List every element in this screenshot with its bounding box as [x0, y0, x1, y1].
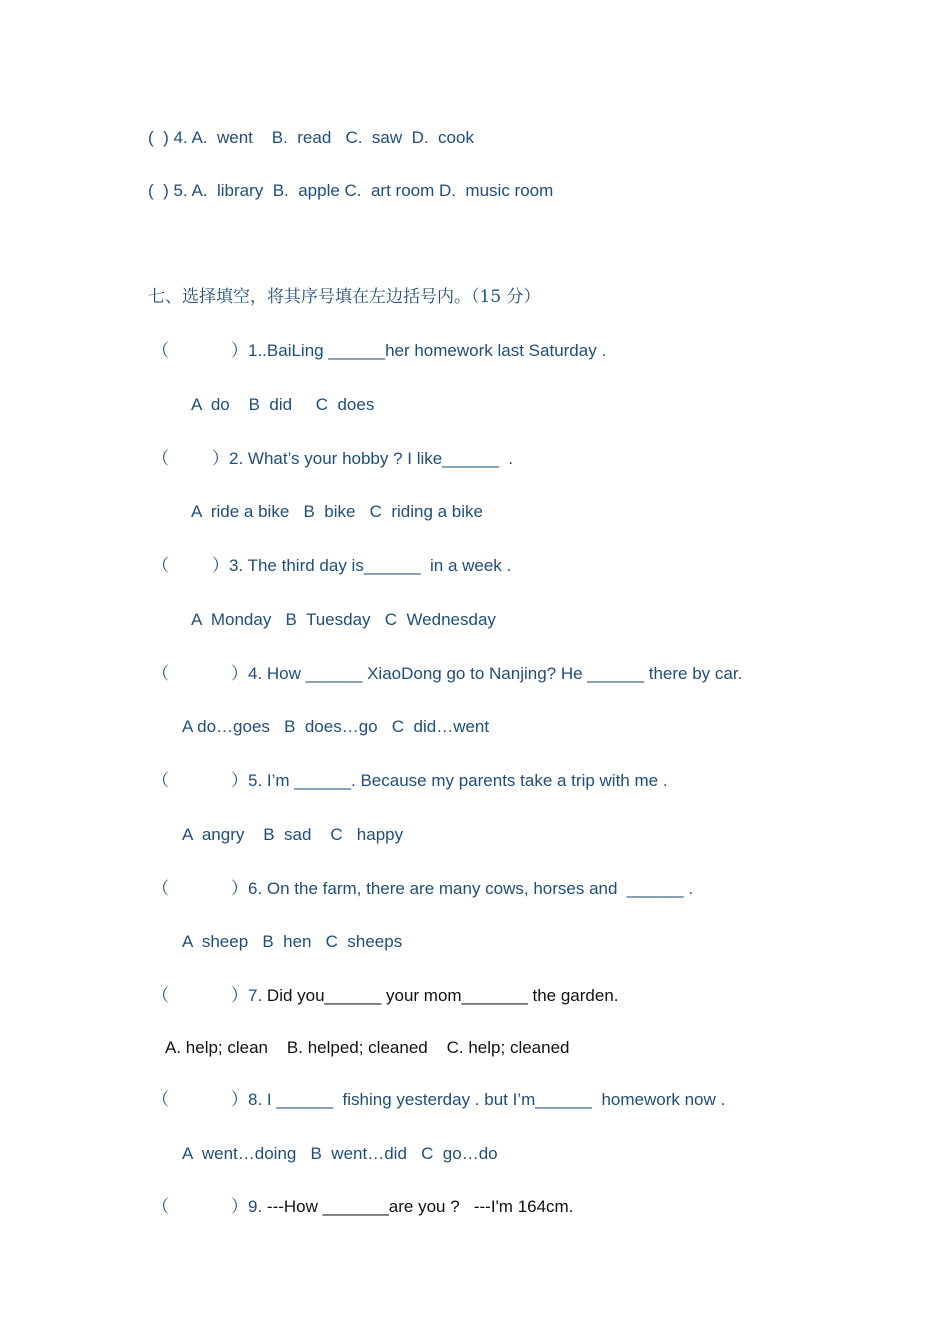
question-5-stem: 5. I’m ______. Because my parents take a trip with me .: [248, 771, 668, 790]
question-9-number: 9.: [248, 1197, 263, 1216]
answer-paren-close: ）: [231, 771, 248, 790]
answer-paren-open: （: [152, 1090, 169, 1109]
question-5-options: A angry B sad C happy: [182, 825, 404, 844]
question-1-stem: 1..BaiLing ______her homework last Saturday .: [248, 341, 607, 360]
answer-paren-close: ）: [212, 449, 229, 468]
question-1-options: A do B did C does: [191, 395, 375, 414]
question-7-stem: [248, 986, 619, 1006]
answer-paren-open: （: [152, 1197, 169, 1216]
question-6-options: A sheep B hen C sheeps: [182, 932, 403, 951]
answer-paren-open: （: [152, 449, 169, 468]
answer-paren-close: ）: [231, 341, 248, 360]
question-3-stem: 3. The third day is______ in a week .: [229, 556, 512, 575]
section-7-heading: 七、选择填空，将其序号填在左边括号内。（15 分）: [148, 287, 541, 307]
question-7-text: Did you______ your mom_______ the garden.: [262, 986, 619, 1005]
question-4-choices: ( ) 4. A. went B. read C. saw D. cook: [148, 128, 474, 147]
question-7-options: A. help; clean B. helped; cleaned C. help; cleaned: [165, 1038, 570, 1057]
answer-paren-open: （: [152, 664, 169, 683]
question-3-options: A Monday B Tuesday C Wednesday: [191, 610, 496, 629]
question-2-options: A ride a bike B bike C riding a bike: [191, 502, 483, 521]
answer-paren-close: ）: [231, 1197, 248, 1216]
question-4-stem: 4. How ______ XiaoDong go to Nanjing? He ______ there by car.: [248, 664, 743, 683]
answer-paren-open: （: [152, 341, 169, 360]
answer-paren-close: ）: [231, 1090, 248, 1109]
answer-paren-open: （: [152, 879, 169, 898]
question-8-options: A went…doing B went…did C go…do: [182, 1144, 498, 1163]
question-9-stem: [248, 1197, 573, 1217]
question-8-stem: 8. I ______ fishing yesterday . but I’m______ homework now .: [248, 1090, 726, 1109]
answer-paren-open: （: [152, 771, 169, 790]
question-5-choices: ( ) 5. A. library B. apple C. art room D. music room: [148, 181, 554, 200]
answer-paren-close: ）: [231, 986, 248, 1005]
question-7-number: 7.: [248, 986, 263, 1005]
question-6-stem: 6. On the farm, there are many cows, horses and ______ .: [248, 879, 694, 898]
question-9-text: ---How _______are you ? ---I'm 164cm.: [262, 1197, 574, 1216]
answer-paren-open: （: [152, 986, 169, 1005]
question-4-options: A do…goes B does…go C did…went: [182, 717, 490, 736]
question-2-stem: 2. What’s your hobby ? I like______ .: [229, 449, 514, 468]
answer-paren-close: ）: [231, 879, 248, 898]
answer-paren-close: ）: [212, 556, 229, 575]
answer-paren-close: ）: [231, 664, 248, 683]
answer-paren-open: （: [152, 556, 169, 575]
